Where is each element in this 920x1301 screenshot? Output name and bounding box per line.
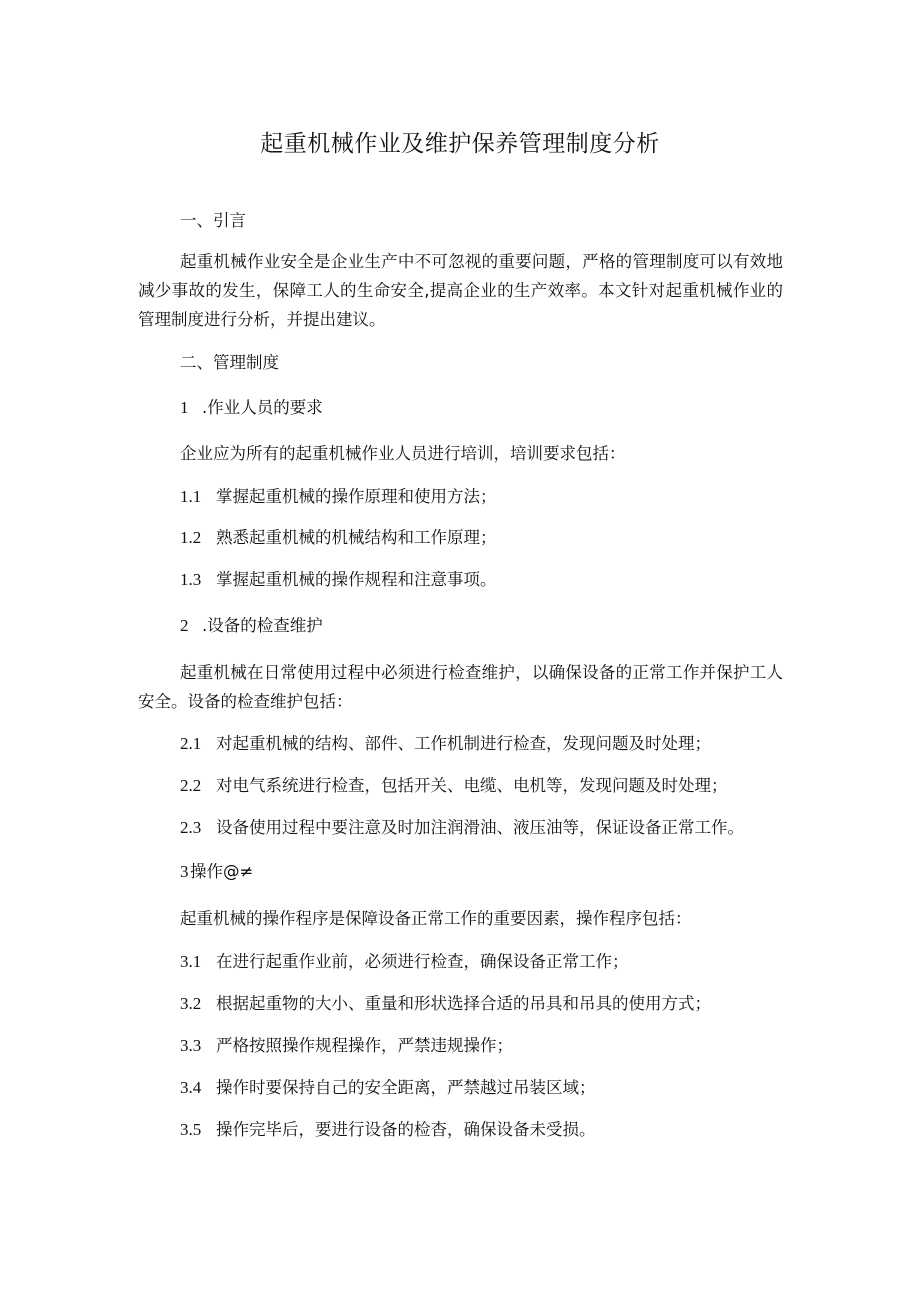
section-heading-management: 二、管理制度 (180, 353, 279, 372)
list-item-text: 掌握起重机械的操作原理和使用方法； (216, 487, 497, 506)
subsection-title: .作业人员的要求 (202, 398, 323, 417)
section-heading-introduction: 一、引言 (180, 211, 246, 230)
list-item-number: 3.4 (180, 1078, 202, 1097)
list-item (180, 815, 744, 841)
list-item-text: 操作完毕后，要进行设备的检杳，确保设备未受损。 (216, 1120, 596, 1139)
subsection-heading-equipment (180, 613, 323, 639)
list-item (180, 773, 728, 799)
list-item-number: 2.3 (180, 818, 202, 837)
list-item (180, 1117, 596, 1143)
list-item-text: 掌握起重机械的操作规程和注意事项。 (216, 570, 497, 589)
subsection-heading-operators (180, 395, 323, 421)
subsection-number: 3 (180, 862, 189, 881)
list-item-text: 在进行起重作业前，必须进行检查，确保设备正常工作； (216, 952, 629, 971)
subsection-heading-operation (180, 859, 253, 885)
list-item-text: 根据起重物的大小、重量和形状选择合适的吊具和吊具的使用方式； (216, 994, 711, 1013)
list-item (180, 525, 497, 551)
list-item (180, 1075, 596, 1101)
list-item (180, 991, 711, 1017)
list-item-number: 1.2 (180, 528, 202, 547)
list-item (180, 731, 711, 757)
list-item-text: 操作时要保持自己的安全距离，严禁越过吊装区域； (216, 1078, 596, 1097)
subsection-number: 1 (180, 398, 189, 417)
document-title: 起重机械作业及维护保养管理制度分析 (260, 131, 660, 157)
list-item-number: 3.1 (180, 952, 202, 971)
operation-intro: 起重机械的操作程序是保障设备正常工作的重要因素，操作程序包括： (180, 909, 692, 928)
introduction-paragraph: 起重机械作业安全是企业生产中不可忽视的重要问题，严格的管理制度可以有效地减少事故的发生，保障工人的生命安全,提高企业的生产效率。本文针对起重机械作业的管理制度进行分析，并提出建议。 (138, 252, 783, 329)
list-item-number: 2.1 (180, 734, 202, 753)
list-item-text: 熟悉起重机械的机械结构和工作原理； (216, 528, 497, 547)
subsection-title: .设备的检查维护 (202, 616, 323, 635)
list-item-text: 对电气系统进行检查，包括开关、电缆、电机等，发现问题及时处理； (216, 776, 728, 795)
list-item-text: 设备使用过程中要注意及时加注润滑油、液压油等，保证设备正常工作。 (216, 818, 744, 837)
list-item (180, 484, 497, 510)
list-item-number: 3.5 (180, 1120, 202, 1139)
subsection-number: 2 (180, 616, 189, 635)
list-item-number: 2.2 (180, 776, 202, 795)
subsection-title: 操作@≠ (190, 862, 254, 881)
list-item (180, 1033, 513, 1059)
list-item-number: 3.2 (180, 994, 202, 1013)
list-item-number: 1.1 (180, 487, 202, 506)
list-item (180, 949, 629, 975)
list-item-number: 1.3 (180, 570, 202, 589)
list-item (180, 567, 497, 593)
list-item-text: 对起重机械的结构、部件、工作机制进行检查，发现问题及时处理； (216, 734, 711, 753)
list-item-number: 3.3 (180, 1036, 202, 1055)
list-item-text: 严格按照操作规程操作，严禁违规操作； (216, 1036, 513, 1055)
operators-intro: 企业应为所有的起重机械作业人员进行培训，培训要求包括： (180, 444, 626, 463)
equipment-paragraph: 起重机械在日常使用过程中必须进行检查维护，以确保设备的正常工作并保护工人安全。设备的检查维护包括： (138, 663, 783, 711)
